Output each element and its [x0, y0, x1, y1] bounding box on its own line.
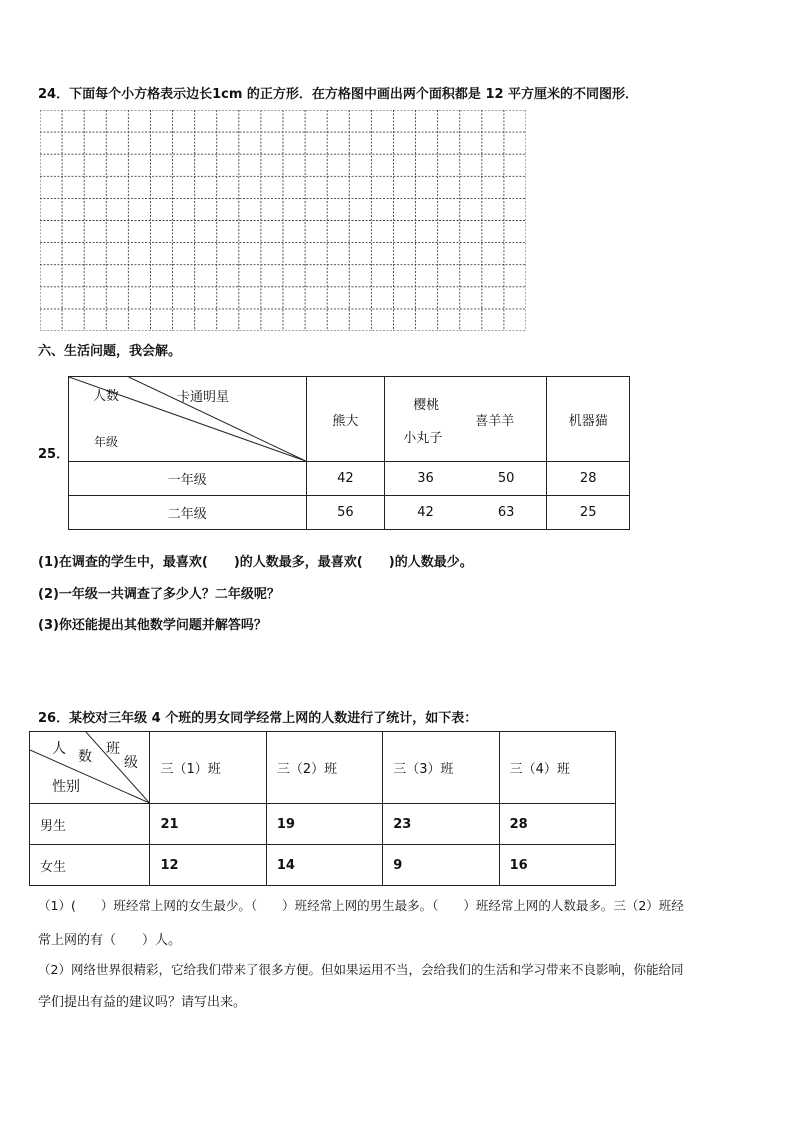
- q26-sub1-line2: 常上网的有（ ）人。: [38, 933, 182, 948]
- q26-corner-shu: 数: [78, 749, 92, 765]
- q26-corner-xingbie: 性别: [52, 779, 80, 795]
- q25-col-jiqimao: 机器猫: [547, 377, 630, 462]
- q26-sub1-line1: （1）( ）班经常上网的女生最少。（ ）班经常上网的男生最多。（ ）班经常上网的人数最多。三（2）班经: [38, 898, 684, 913]
- q24-text: 24．下面每个小方格表示边长1cm 的正方形．在方格图中画出两个面积都是 12 平方厘米的不同图形．: [38, 87, 639, 102]
- q26-sub2-line2: 学们提出有益的建议吗？请写出来。: [38, 995, 247, 1010]
- q25-col-xiyangyang: 喜羊羊: [475, 414, 515, 429]
- q25-number: 25．: [38, 447, 70, 462]
- q25-col-yingtao: 樱桃: [413, 398, 440, 413]
- q26-corner-ji: 级: [124, 755, 138, 771]
- q26-cell: 12: [150, 845, 266, 886]
- q25-cell: 63: [466, 496, 547, 530]
- q26-table: [29, 731, 616, 886]
- q25-cell: 36: [385, 462, 466, 496]
- q25-sub3: (3)你还能提出其他数学问题并解答吗？: [38, 618, 267, 633]
- q26-cell: 14: [266, 845, 382, 886]
- q26-col-class3: 三（3）班: [383, 732, 499, 804]
- q26-cell: 16: [499, 845, 615, 886]
- q26-corner-ren: 人: [52, 741, 66, 757]
- q25-cell: 25: [547, 496, 630, 530]
- q26-col-class1: 三（1）班: [150, 732, 266, 804]
- q26-cell: 19: [266, 804, 382, 845]
- q26-cell: 28: [499, 804, 615, 845]
- q26-col-class4: 三（4）班: [499, 732, 615, 804]
- q26-row-label: 女生: [30, 845, 150, 886]
- q26-text: 26．某校对三年级 4 个班的男女同学经常上网的人数进行了统计，如下表：: [38, 711, 478, 726]
- q25-corner-cell: [69, 377, 307, 462]
- q26-corner-ban: 班: [106, 741, 120, 757]
- square-grid[interactable]: [40, 110, 526, 331]
- q25-col-xiongda: 熊大: [306, 377, 385, 462]
- q25-row-label: 一年级: [69, 462, 307, 496]
- q25-cell: 50: [466, 462, 547, 496]
- section-title: 六、生活问题，我会解。: [38, 344, 182, 359]
- q26-row-label: 男生: [30, 804, 150, 845]
- q25-corner-star: 卡通明星: [177, 390, 230, 405]
- q26-col-class2: 三（2）班: [266, 732, 382, 804]
- q26-cell: 9: [383, 845, 499, 886]
- q25-corner-ren: 人数: [93, 389, 120, 404]
- q25-cell: 42: [306, 462, 385, 496]
- q26-sub2-line1: （2）网络世界很精彩，它给我们带来了很多方便。但如果运用不当，会给我们的生活和学习带来不良影响，你能给同: [38, 962, 684, 977]
- q25-corner-grade: 年级: [94, 435, 119, 449]
- q25-col-xiaowanzi: 小丸子: [403, 431, 443, 446]
- q25-cell: 42: [385, 496, 466, 530]
- q25-col-group: [385, 377, 547, 462]
- q25-sub1: (1)在调查的学生中，最喜欢( )的人数最多，最喜欢( )的人数最少。: [38, 555, 473, 570]
- q25-row-label: 二年级: [69, 496, 307, 530]
- q26-cell: 21: [150, 804, 266, 845]
- q26-cell: 23: [383, 804, 499, 845]
- q25-cell: 56: [306, 496, 385, 530]
- q26-corner-cell: [30, 732, 150, 804]
- q25-table: [68, 376, 630, 530]
- q25-cell: 28: [547, 462, 630, 496]
- q25-sub2: (2)一年级一共调查了多少人？二年级呢？: [38, 587, 280, 602]
